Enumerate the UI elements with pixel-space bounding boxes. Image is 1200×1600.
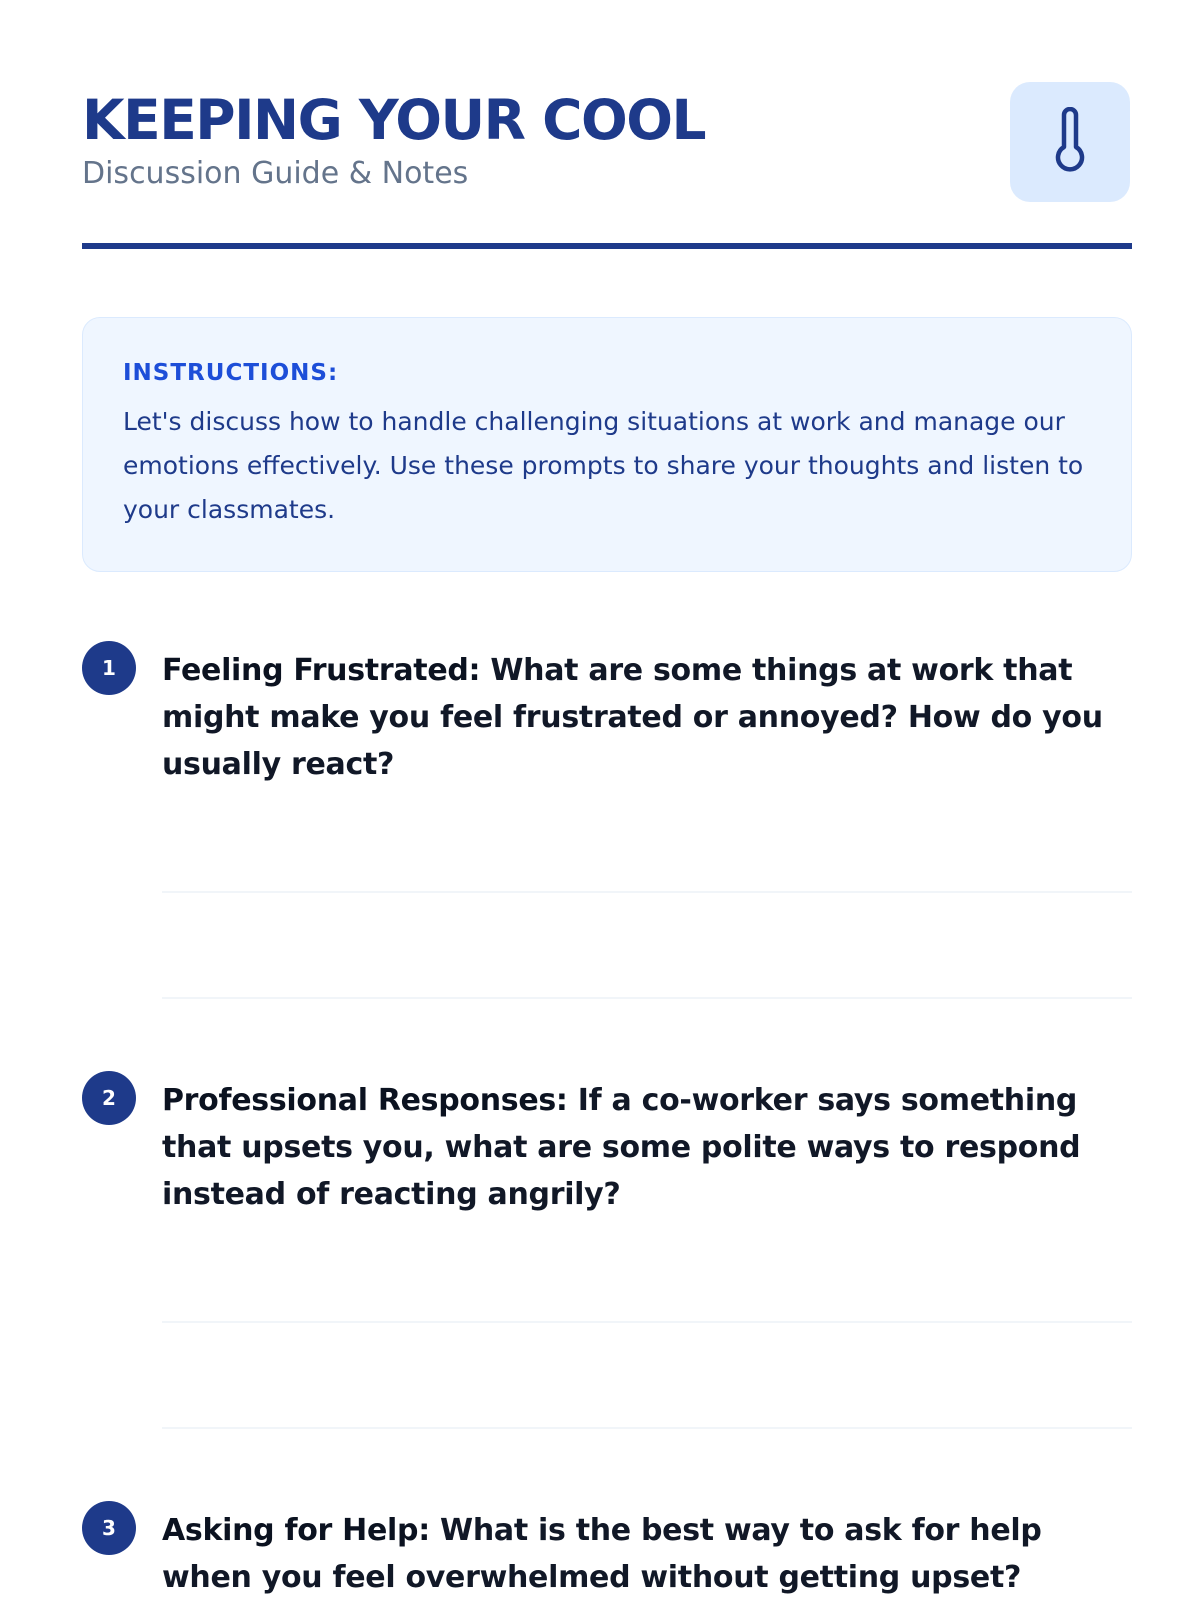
question-lead: Professional Responses: [162, 1083, 568, 1118]
question-lead: Feeling Frustrated: [162, 653, 481, 688]
question-body: What are some things at work that might make you feel frustrated or annoyed? How do you usually react? [162, 653, 1103, 782]
thermometer-icon [1050, 107, 1090, 178]
header [82, 0, 1132, 250]
answer-line[interactable] [162, 891, 1132, 893]
discussion-guide-page [82, 0, 1132, 1600]
instructions-box [82, 317, 1132, 572]
instructions-label: INSTRUCTIONS: [123, 360, 339, 386]
page-subtitle: Discussion Guide & Notes [82, 156, 469, 191]
answer-line[interactable] [162, 997, 1132, 999]
answer-line[interactable] [162, 1321, 1132, 1323]
header-divider [82, 243, 1132, 249]
question-number-badge: 1 [82, 641, 136, 695]
question-prompt [162, 647, 1132, 788]
question-prompt [162, 1507, 1132, 1600]
instructions-text: Let's discuss how to handle challenging situations at work and manage our emotions effectively. Use these prompts to share your thoughts and listen to your classmates. [123, 407, 1084, 524]
question-number-badge: 2 [82, 1071, 136, 1125]
answer-line[interactable] [162, 1427, 1132, 1429]
question-body: If a co-worker says something that upsets you, what are some polite ways to respond instead of reacting angrily? [162, 1083, 1081, 1212]
page-title: KEEPING YOUR COOL [82, 88, 706, 152]
question-number-badge: 3 [82, 1501, 136, 1555]
icon-badge [1010, 82, 1130, 202]
question-prompt [162, 1077, 1132, 1218]
question-body: What is the best way to ask for help when you feel overwhelmed without getting upset? [162, 1513, 1042, 1595]
question-lead: Asking for Help: [162, 1513, 430, 1548]
